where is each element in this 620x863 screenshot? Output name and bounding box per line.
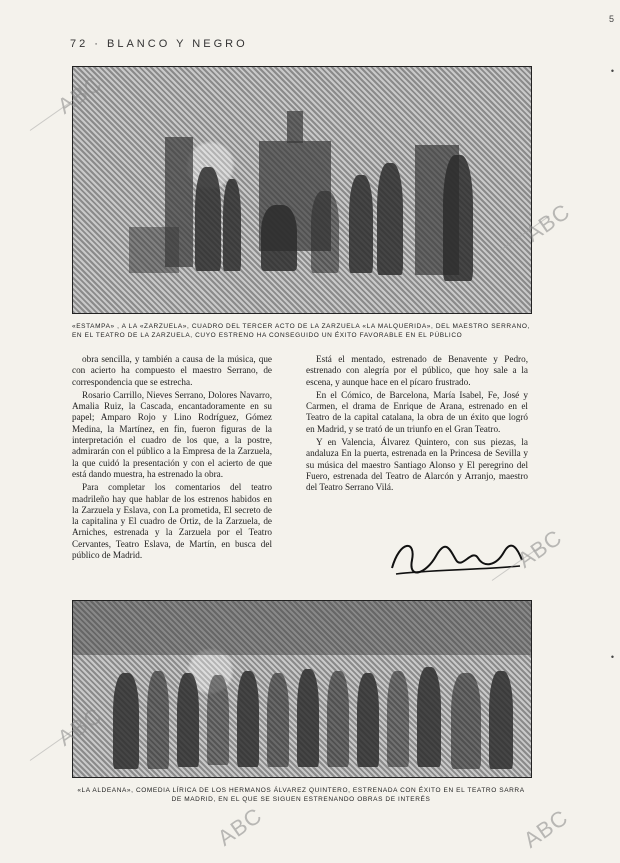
article-paragraph: obra sencilla, y también a causa de la música, que con acierto ha compuesto el maestro Serrano, de correspondencia que se estrecha. (72, 354, 272, 387)
photo-caption-top: «ESTAMPA» , A LA «ZARZUELA», CUADRO DEL TERCER ACTO DE LA ZARZUELA «LA MALQUERIDA», DEL MAESTRO SERRANO, EN EL TEATRO DE LA ZARZUELA, CUYO ESTRENO HA CONSEGUIDO UN ÉXITO FAVORABLE EN EL PÚBLICO (72, 323, 530, 339)
actor-figure (113, 673, 139, 769)
stage-chimney (287, 111, 303, 143)
actor-figure (327, 671, 349, 767)
article-paragraph: Y en Valencia, Álvarez Quintero, con sus piezas, la andaluza En la puerta, estrenada en la Princesa de Sevilla y su música del maestro Santiago Alonso y El peregrino del Fuero, estrenada del Teatro de Alarcón y Arranjo, maestro del Teatro Serrano Vilá. (306, 437, 528, 493)
abc-watermark: ABC (52, 702, 107, 751)
abc-watermark: ABC (518, 804, 573, 853)
actor-figure (147, 671, 169, 769)
edge-mark: • (610, 652, 614, 662)
actor-figure (387, 671, 409, 767)
actor-figure (349, 175, 373, 273)
article-paragraph: En el Cómico, de Barcelona, María Isabel, Fe, José y Carmen, el drama de Enrique de Arana, estrenado en el Teatro de la capital catalana, la obra de un éxito que logró en Madrid, y se trató de un triunfo en el Gran Teatro. (306, 389, 528, 434)
actor-figure (223, 179, 241, 271)
edge-mark: 5 (608, 14, 614, 24)
actor-figure (443, 155, 473, 281)
actor-figure (177, 673, 199, 767)
abc-watermark: ABC (52, 70, 107, 119)
page-header: 72 · BLANCO Y NEGRO (70, 38, 248, 50)
photo-caption-bottom: «LA ALDEANA», COMEDIA LÍRICA DE LOS HERMANOS ÁLVAREZ QUINTERO, ESTRENADA CON ÉXITO EN EL TEATRO SARRA DE MADRID, EN EL QUE SE SIGUEN ESTRENANDO OBRAS DE INTERÉS (77, 787, 525, 803)
actor-figure (261, 205, 297, 271)
actor-figure (489, 671, 513, 769)
article-paragraph: Rosario Carrillo, Nieves Serrano, Dolores Navarro, Amalia Ruiz, la Cascada, encantadoramente en su papel; Amparo Rojo y Lino Rodríguez, Gómez Medina, la Martínez, en fin, fueron figuras de la interpretación el cuadro de los que, a la postre, admirarán con el público a la Empresa de la Zarzuela, la que cuidó la presentación y con el acierto de que está dando muestra, ha estrenado la obra. (72, 389, 272, 479)
article-column-right (306, 354, 528, 496)
actor-figure (237, 671, 259, 767)
author-signature (386, 530, 526, 584)
article-paragraph: Está el mentado, estrenado de Benavente y Pedro, estrenado con alegría por el público, que hoy sale a la escena, y aunque hace en el pícaro frustrado. (306, 354, 528, 387)
actor-figure (417, 667, 441, 767)
stage-backdrop (73, 601, 531, 655)
abc-watermark: ABC (512, 524, 567, 573)
actor-figure (207, 675, 229, 765)
stage-table (129, 227, 179, 273)
actor-figure (311, 191, 339, 273)
edge-mark: • (610, 66, 614, 76)
abc-watermark: ABC (212, 802, 267, 851)
actor-figure (267, 673, 289, 767)
actor-figure (195, 167, 221, 271)
actor-figure (451, 673, 481, 769)
abc-watermark: ABC (520, 198, 575, 247)
actor-figure (297, 669, 319, 767)
article-column-left (72, 354, 272, 563)
stage-photo-top (72, 66, 532, 314)
actor-figure (377, 163, 403, 275)
article-paragraph: Para completar los comentarios del teatro madrileño hay que hablar de los estrenos habidos en la Zarzuela y Eslava, con La prometida, El secreto de la capitalina y El cuadro de Ortiz, de la Zarzuela, de Arniches, estrenada y la Zarzuela por el Teatro Cervantes, Teatro Eslava, de Martín, en busca del público de Madrid. (72, 482, 272, 561)
actor-figure (357, 673, 379, 767)
stage-photo-bottom (72, 600, 532, 778)
